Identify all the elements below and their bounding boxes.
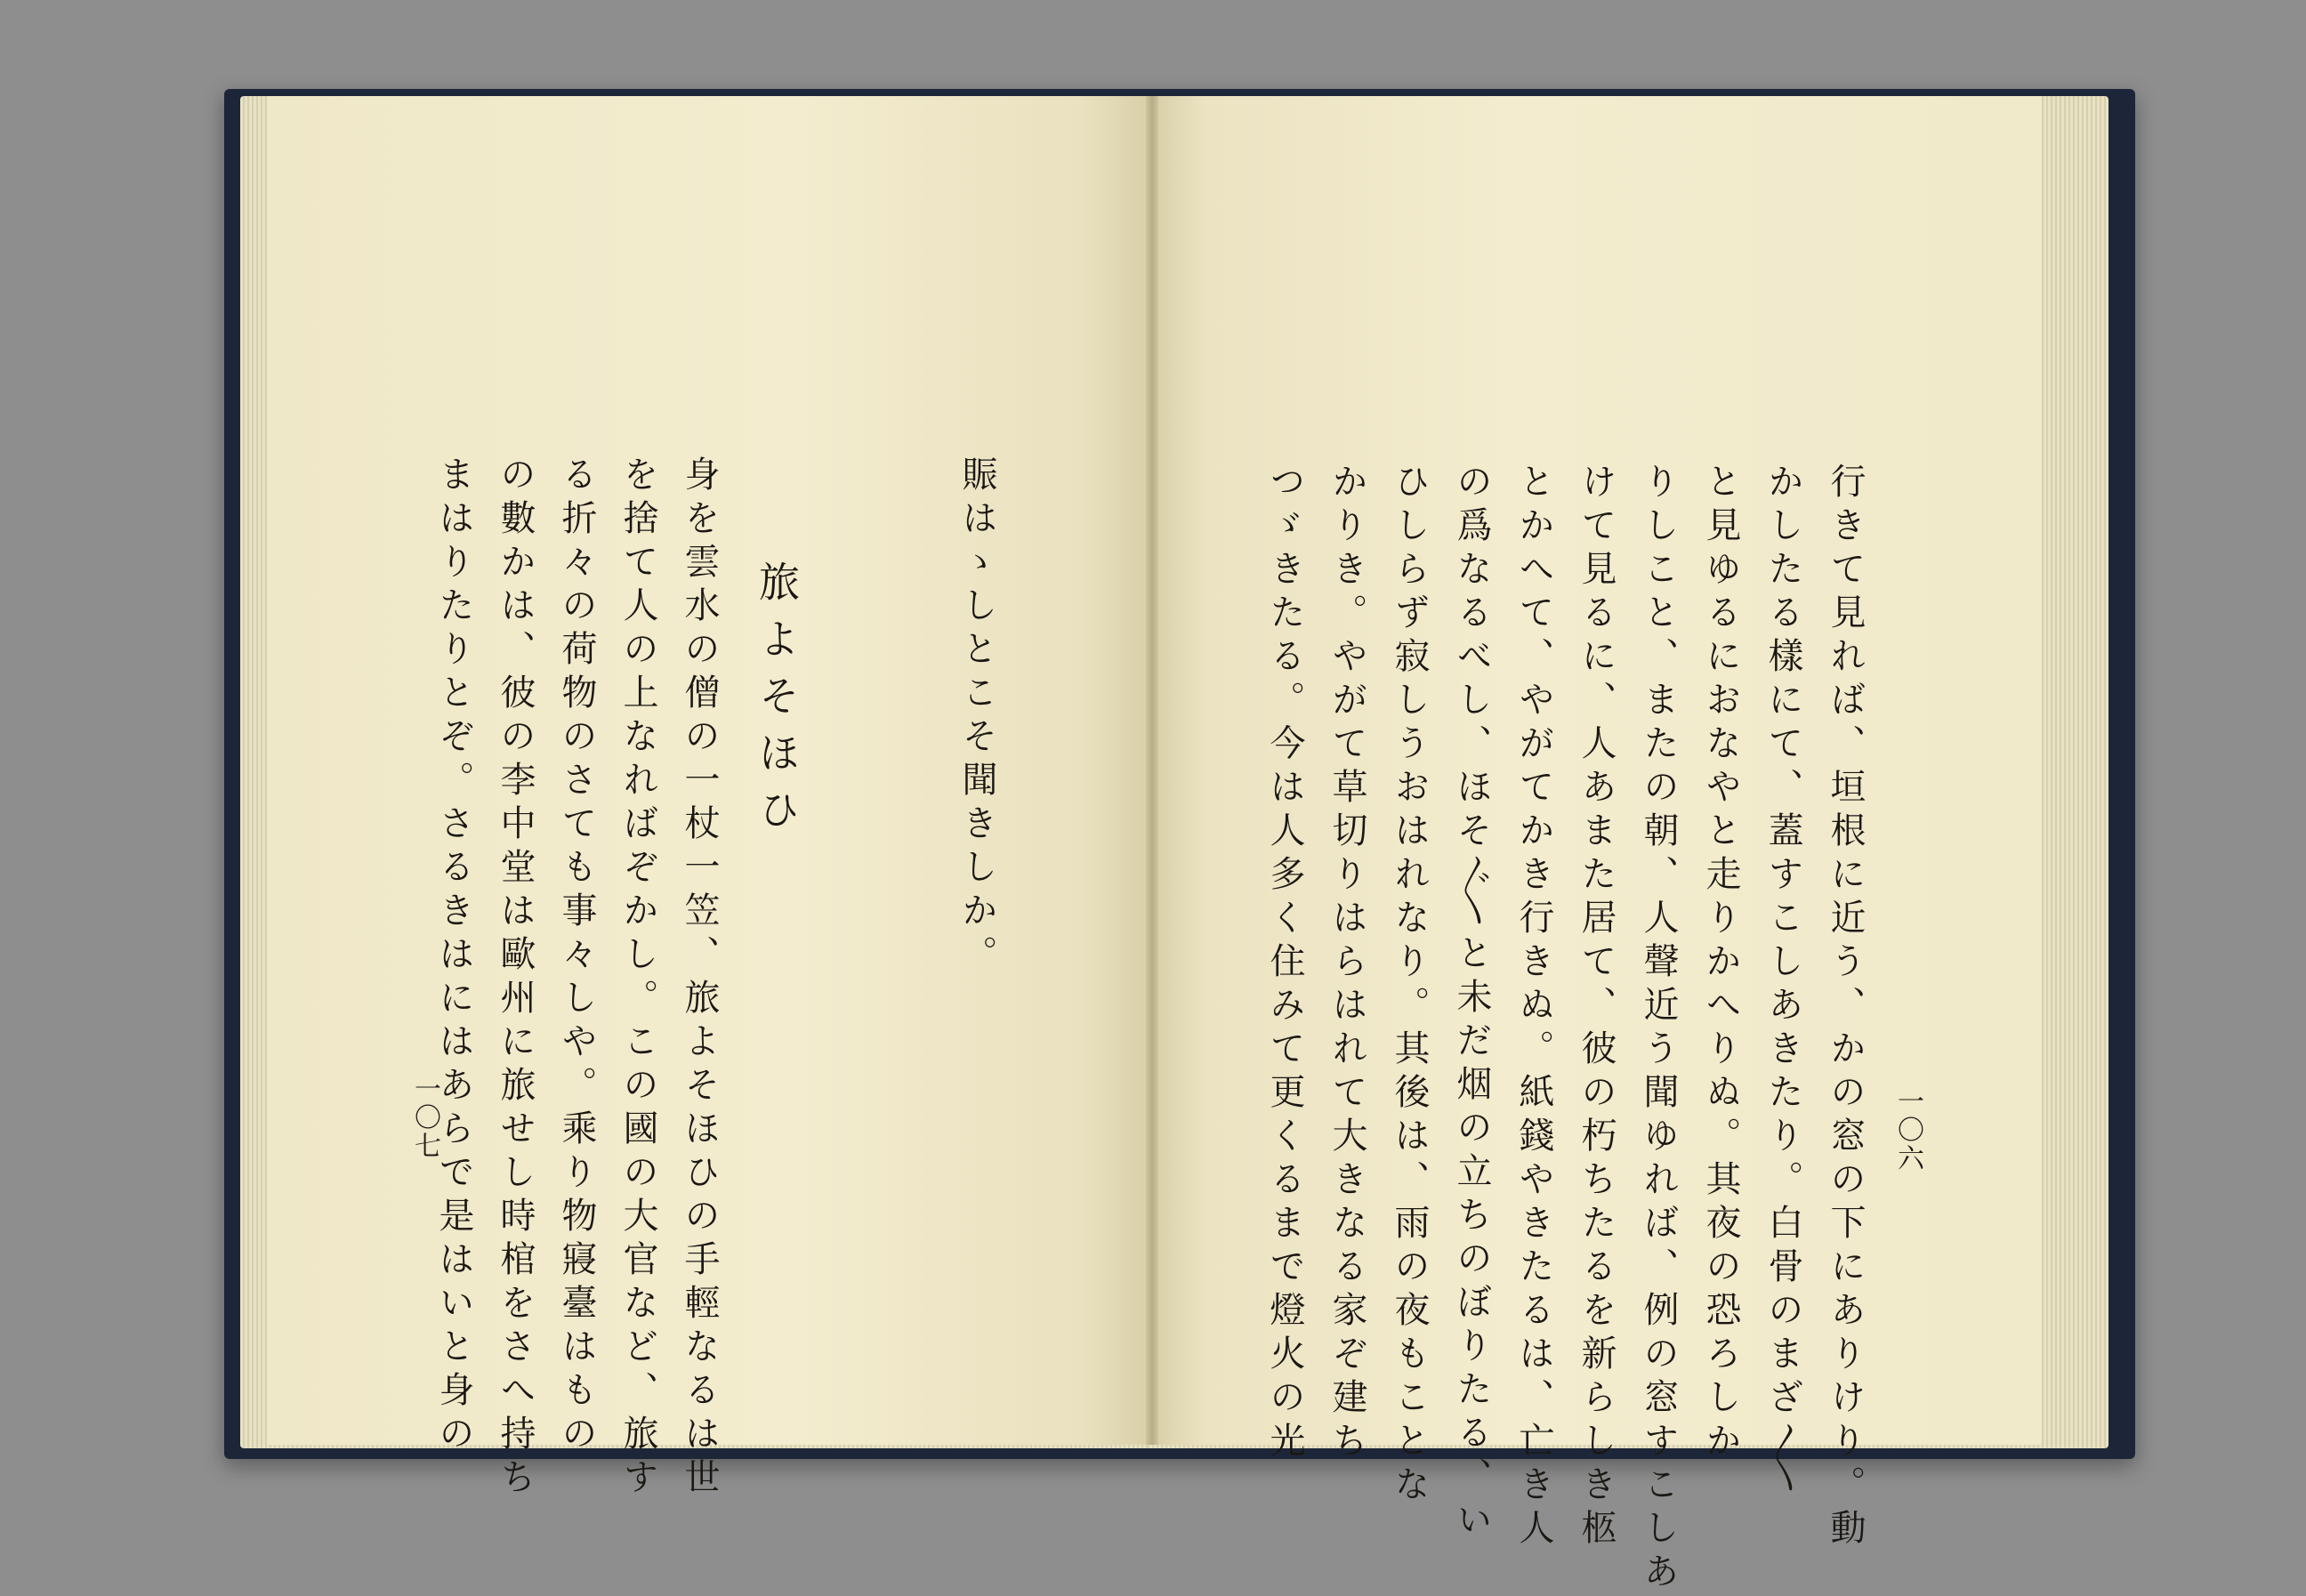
- right-body-line-4: りしこと、またの朝、人聲近う聞ゆれば、例の窓すこしあ: [1638, 463, 1679, 1596]
- preface-line: 賑はゝしとこそ聞きしか。: [956, 455, 997, 979]
- right-page-number: 一〇六: [1892, 1087, 1923, 1173]
- left-page-number: 一〇七: [409, 1075, 440, 1160]
- section-heading: 旅よそほひ: [753, 560, 801, 845]
- right-body-line-10: つゞきたる。今は人多く住みて更くるまで燈火の光: [1264, 463, 1305, 1465]
- right-body-line-3: と見ゆるにおなやと走りかへりぬ。其夜の恐ろしか: [1700, 463, 1741, 1465]
- right-body-line-7: の爲なるべし、ほそ〴〵と未だ烟の立ちのぼりたる、い: [1451, 463, 1492, 1544]
- left-body-line-2: を捨て人の上なればぞかし。この國の大官など、旅す: [617, 455, 658, 1502]
- left-body-line-3: る折々の荷物のさても事々しや。乘り物寢臺はもの: [556, 455, 597, 1458]
- right-body-line-1: 行きて見れば、垣根に近う、かの窓の下にありけり。動: [1825, 463, 1866, 1552]
- right-body-line-2: かしたる樣にて、蓋すこしあきたり。白骨のまざ〳〵: [1762, 463, 1803, 1501]
- right-body-line-6: とかへて、やがてかき行きぬ。紙錢やきたるは、亡き人: [1513, 463, 1554, 1552]
- left-body-line-1: 身を雲水の僧の一杖一笠、旅よそほひの手輕なるは世: [679, 455, 720, 1502]
- left-body-line-4: の數かは、彼の李中堂は歐州に旅せし時棺をさへ持ち: [495, 455, 536, 1502]
- right-body-line-9: かりき。やがて草切りはらはれて大きなる家ぞ建ち: [1326, 463, 1367, 1465]
- left-body-line-5: まはりたりとぞ。さるきはにはあらで是はいと身の: [433, 455, 474, 1458]
- right-body-line-8: ひしらず寂しうおはれなり。其後は、雨の夜もことな: [1389, 463, 1430, 1509]
- right-body-line-5: けて見るに、人あまた居て、彼の朽ちたるを新らしき柩: [1576, 463, 1617, 1552]
- book-gutter: [1146, 96, 1158, 1445]
